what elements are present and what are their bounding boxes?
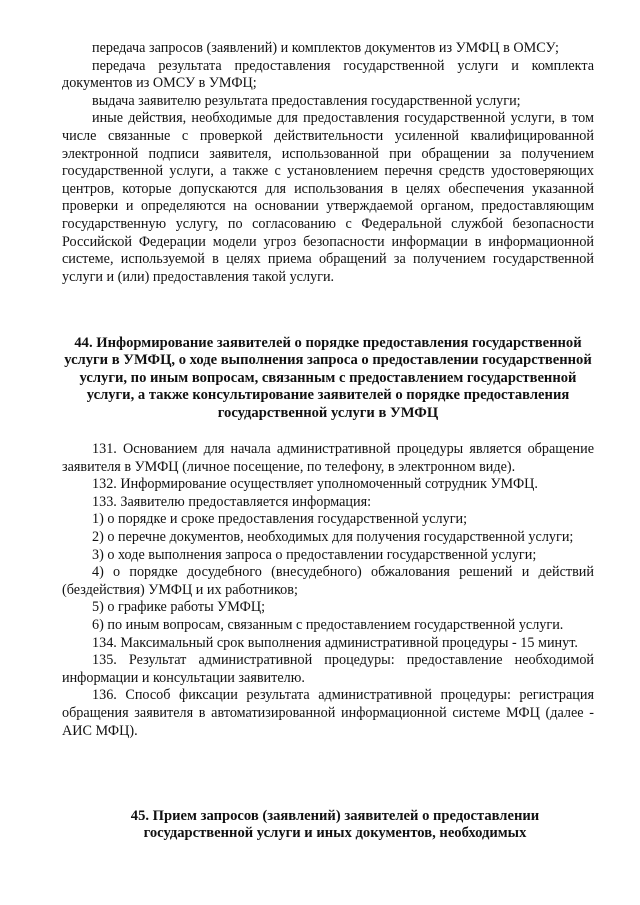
list-item: 1) о порядке и сроке предоставления государственной услуги; [92,511,468,528]
section-45-heading-block [100,808,570,843]
paragraph: передача результата предоставления государственной услуги и комплекта документов из ОМСУ в УМФЦ; [62,57,594,92]
section-44-text-block [62,441,594,740]
paragraph: 131. Основанием для начала административной процедуры является обращение заявителя в УМФЦ (личное посещение, по телефону, в электронном виде). [62,441,594,475]
paragraph: иные действия, необходимые для предоставления государственной услуги, в том числе связанные с проверкой действительности усиленной квалифицированной электронной подписи заявителя, использованной при обращении за получением государственной услуги, а также с установлением перечня средств удостоверяющих центров, которые допускаются для использования в целях обеспечения указанной проверки и определяются на основании утверждаемой органом, предоставляющим государственную услугу, по согласованию с Федеральной службой безопасности Российской Федерации модели угроз безопасности информации в информационной системе, используемой в целях приема обращений за получением государственной услуги и (или) предоставления такой услуги. [62,110,594,285]
section-44-heading-block [62,335,594,422]
paragraph: передача запросов (заявлений) и комплектов документов из УМФЦ в ОМСУ; [92,40,559,56]
list-item: 6) по иным вопросам, связанным с предоставлением государственной услуги. [92,616,564,633]
list-item: 3) о ходе выполнения запроса о предоставлении государственной услуги; [92,546,537,563]
intro-text-block [62,40,594,286]
paragraph: 136. Способ фиксации результата административной процедуры: регистрация обращения заявителя в автоматизированной информационной системе МФЦ (далее - АИС МФЦ). [62,687,594,739]
section-heading: 45. Прием запросов (заявлений) заявителей о предоставлении государственной услуги и иных документов, необходимых [130,808,540,842]
paragraph: 133. Заявителю предоставляется информация: [92,493,372,510]
paragraph: 135. Результат административной процедуры: предоставление необходимой информации и консультации заявителю. [62,652,594,686]
list-item: 4) о порядке досудебного (внесудебного) обжалования решений и действий (бездействия) УМФЦ и их работников; [62,564,594,598]
paragraph: 132. Информирование осуществляет уполномоченный сотрудник УМФЦ. [92,476,538,493]
paragraph: выдача заявителю результата предоставления государственной услуги; [92,92,521,109]
section-heading: 44. Информирование заявителей о порядке предоставления государственной услуги в УМФЦ, о ходе выполнения запроса о предоставлении государственной услуги, по иным вопросам, связанным с предоставлением государственной услуги, а также консультирование заявителей о порядке предоставления государственной услуги в УМФЦ [64,335,592,421]
list-item: 5) о графике работы УМФЦ; [92,599,266,616]
paragraph: 134. Максимальный срок выполнения административной процедуры - 15 минут. [92,634,578,651]
list-item: 2) о перечне документов, необходимых для получения государственной услуги; [92,528,574,545]
